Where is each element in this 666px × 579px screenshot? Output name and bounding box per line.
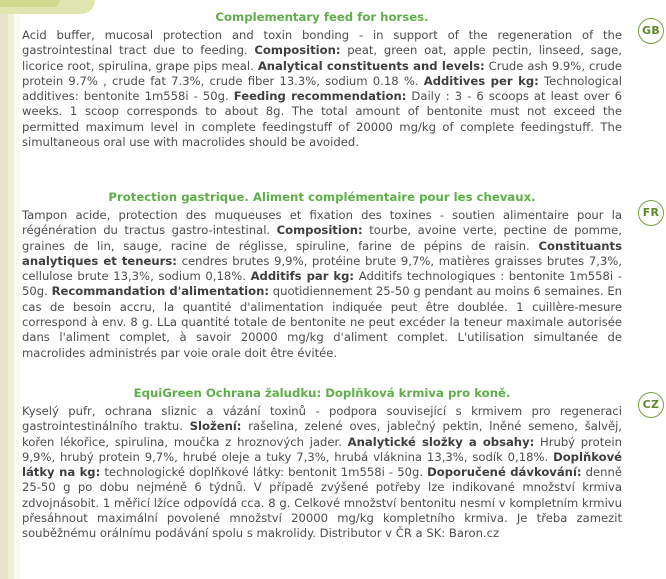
heading-czech: EquiGreen Ochrana žaludku: Doplňková krmiva pro koně. [133, 386, 511, 400]
language-badge-fr: FR [638, 200, 664, 226]
language-badge-gb: GB [638, 18, 664, 44]
body-french-text: Tampon acide, protection des muqueuses et fixation des toxines - soutien alimentaire pour la régénération du tractus gastro-intestinal. Composition: tourbe, avoine verte, pectine de pomme, graines de lin, sauge, racine de réglisse, spiruline, farine de pépins de raisin. Constituants analytiques et teneurs: cendres brutes 9,9%, protéine brute 9,7%, matières graisses brutes 7,3%, cellulose brute 13,3%, sodium 0,18%. Additifs par kg: Additifs technologiques : bentonite 1m558i - 50g. Recommandation d'alimentation: quotidiennement 25-50 g pendant au moins 6 semaines. En cas de besoin accru, la quantité d'alimentation indiquée peut être doublée. 1 cuillère-mesure correspond à env. 8 g. LLa quantité totale de bentonite ne peut excéder la teneur maximale autorisée dans l'aliment complet, à savoir 20000 mg/kg d'aliment complet. L'utilisation simultanée de macrolides administrés par voie orale doit être évitée. [22, 208, 623, 360]
edge-stripe-inner [14, 0, 20, 579]
heading-french: Protection gastrique. Aliment complémentaire pour les chevaux. [108, 190, 536, 204]
section-english [22, 10, 666, 150]
label-content [22, 0, 660, 579]
heading-english: Complementary feed for horses. [215, 10, 429, 24]
language-badge-cz: CZ [638, 392, 664, 418]
section-french [22, 190, 666, 361]
body-czech [22, 404, 622, 542]
edge-stripe-outer [0, 0, 8, 579]
body-english-text: Acid buffer, mucosal protection and toxin bonding - in support of the regeneration of the gastrointestinal tract due to feeding. Composition: peat, green oat, apple pectin, linseed, sage, licorice root, spirulina, grape pips meal. Analytical constituents and levels: Crude ash 9.9%, crude protein 9.7% , crude fat 7.3%, crude fiber 13.3%, sodium 0.18 %. Additives per kg: Technological additives: bentonite 1m558i - 50g. Feeding recommendation: Daily : 3 - 6 scoops at least over 6 weeks. 1 scoop corresponds to about 8g. The total amount of bentonite must not exceed the permitted maximum level in complete feedingstuff of 20000 mg/kg of complete feedingstuff. The simultaneous oral use with macrolides should be avoided. [22, 28, 622, 150]
section-czech [22, 386, 666, 542]
body-czech-text: Kyselý pufr, ochrana sliznic a vázání toxinů - podpora související s krmivem pro regeneraci gastrointestinálního traktu. Složení: rašelina, zelené oves, jablečný pektin, lněné semeno, šalvěj, kořen lékořice, spirulina, moučka z hroznových jader. Analytické složky a obsahy: Hrubý protein 9,9%, hrubý protein 9,7%, hrubé oleje a tuky 7,3%, hrubá vláknina 13,3%, sodík 0,18%. Doplňkové látky na kg: technologické doplňkové látky: bentonit 1m558i - 50g. Doporučené dávkování: denně 25-50 g po dobu nejméně 6 týdnů. V případě zvýšené potřeby lze indikované množství krmiva zdvojnásobit. 1 měřicí lžíce odpovídá cca. 8 g. Celkové množství bentonitu nesmí v kompletním krmivu přesáhnout maximální povolené množství 20000 mg/kg kompletního krmiva. Je třeba zamezit souběžnému orálnímu podávání spolu s makrolidy. Distributor v ČR a SK: Baron.cz [22, 404, 622, 541]
packaging-edge-band [0, 0, 20, 579]
body-french [22, 208, 622, 361]
body-english [22, 28, 622, 150]
